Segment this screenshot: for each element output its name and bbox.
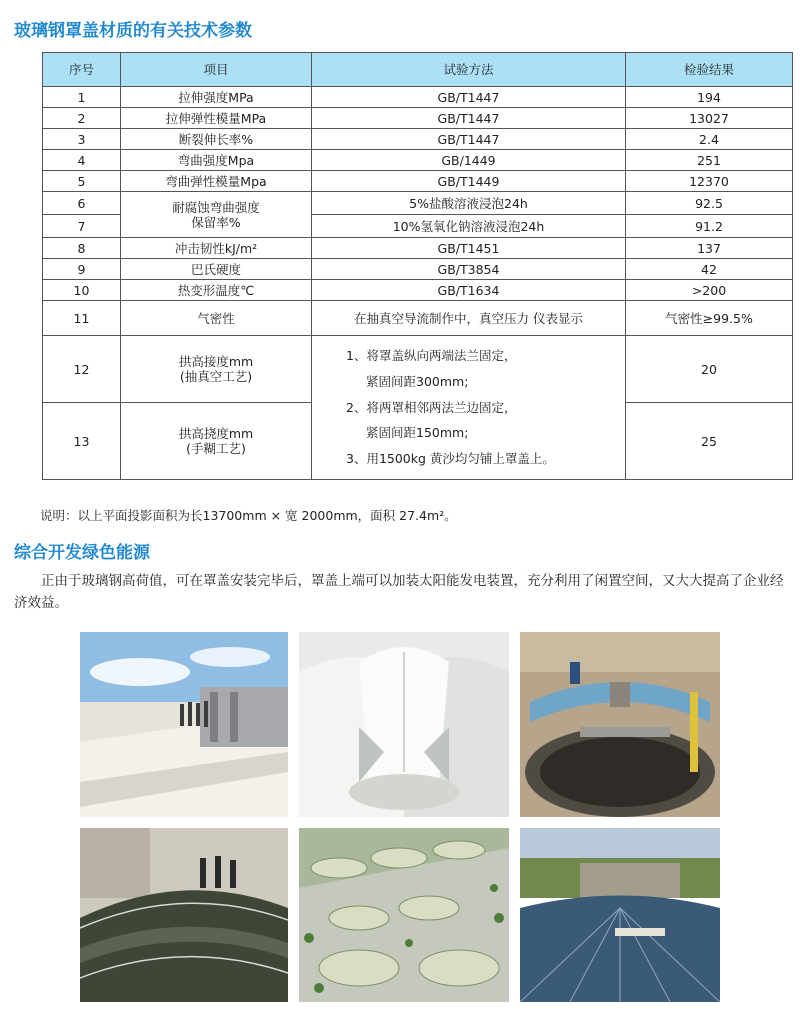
cell-no: 13 bbox=[43, 403, 121, 480]
cell-method: 10%氢氧化钠溶液浸泡24h bbox=[312, 215, 626, 238]
green-energy-paragraph: 正由于玻璃钢高荷值，可在罩盖安装完毕后，罩盖上端可以加装太阳能发电装置，充分利用了闲置空间，又大大提高了企业经济效益。 bbox=[14, 573, 784, 611]
cell-result: 194 bbox=[626, 87, 793, 108]
cell-no: 4 bbox=[43, 150, 121, 171]
table-row bbox=[43, 129, 793, 150]
cell-no: 9 bbox=[43, 259, 121, 280]
table-row bbox=[43, 192, 793, 215]
tech-params-table bbox=[42, 52, 793, 480]
cell-result: 12370 bbox=[626, 171, 793, 192]
cell-item-line: (抽真空工艺) bbox=[179, 369, 253, 384]
cell-method: GB/T3854 bbox=[312, 259, 626, 280]
table-row bbox=[43, 336, 793, 403]
plant-rendering-photo bbox=[299, 828, 509, 1002]
cell-method-merged bbox=[312, 336, 626, 480]
cell-no: 5 bbox=[43, 171, 121, 192]
table-row bbox=[43, 87, 793, 108]
cell-result: 91.2 bbox=[626, 215, 793, 238]
dome-cover-photo bbox=[520, 828, 720, 1002]
cell-item-line: 耐腐蚀弯曲强度 bbox=[172, 199, 260, 215]
cell-method: GB/T1634 bbox=[312, 280, 626, 301]
table-row bbox=[43, 280, 793, 301]
section-title-tech-params: 玻璃钢罩盖材质的有关技术参数 bbox=[14, 21, 252, 41]
header-result: 检验结果 bbox=[626, 53, 793, 87]
cell-item: 断裂伸长率% bbox=[121, 129, 312, 150]
cell-item-line: 保留率% bbox=[191, 214, 241, 230]
cell-result: 42 bbox=[626, 259, 793, 280]
table-row bbox=[43, 259, 793, 280]
table-row bbox=[43, 171, 793, 192]
cell-no: 8 bbox=[43, 238, 121, 259]
cell-item: 巴氏硬度 bbox=[121, 259, 312, 280]
cell-item: 拉伸强度MPa bbox=[121, 87, 312, 108]
cell-method: GB/T1447 bbox=[312, 108, 626, 129]
header-no: 序号 bbox=[43, 53, 121, 87]
cell-item: 弯曲强度Mpa bbox=[121, 150, 312, 171]
cell-result: 251 bbox=[626, 150, 793, 171]
cell-item: 热变形温度℃ bbox=[121, 280, 312, 301]
cell-no: 12 bbox=[43, 336, 121, 403]
header-method: 试验方法 bbox=[312, 53, 626, 87]
cell-no: 11 bbox=[43, 301, 121, 336]
walkway-cover-photo bbox=[80, 632, 288, 817]
table-header-row bbox=[43, 53, 793, 87]
cell-result: 137 bbox=[626, 238, 793, 259]
cell-method: GB/T1447 bbox=[312, 129, 626, 150]
photo-grid bbox=[80, 632, 720, 1002]
cell-item: 气密性 bbox=[121, 301, 312, 336]
header-item: 项目 bbox=[121, 53, 312, 87]
cell-method: GB/T1451 bbox=[312, 238, 626, 259]
cell-result: 25 bbox=[626, 403, 793, 480]
cell-item-merged bbox=[121, 192, 312, 238]
cell-no: 6 bbox=[43, 192, 121, 215]
cell-result: >200 bbox=[626, 280, 793, 301]
white-arch-covers-photo bbox=[299, 632, 509, 817]
cell-item: 拉伸弹性模量MPa bbox=[121, 108, 312, 129]
cell-item-two-line bbox=[121, 336, 312, 403]
cell-method: GB/T1449 bbox=[312, 171, 626, 192]
cell-result: 92.5 bbox=[626, 192, 793, 215]
cell-result: 2.4 bbox=[626, 129, 793, 150]
cell-method: 在抽真空导流制作中，真空压力 仪表显示 bbox=[312, 301, 626, 336]
tank-installation-photo bbox=[520, 632, 720, 817]
cell-method: GB/1449 bbox=[312, 150, 626, 171]
cell-item-line: (手糊工艺) bbox=[186, 441, 246, 456]
method-line: 2、将两罩相邻两法兰边固定， bbox=[346, 399, 517, 415]
dark-covers-photo bbox=[80, 828, 288, 1002]
method-line: 紧固间距150mm; bbox=[366, 425, 469, 441]
cell-no: 1 bbox=[43, 87, 121, 108]
cell-no: 10 bbox=[43, 280, 121, 301]
method-line: 1、将罩盖纵向两端法兰固定， bbox=[346, 348, 517, 364]
method-line: 紧固间距300mm; bbox=[366, 374, 469, 390]
cell-no: 2 bbox=[43, 108, 121, 129]
cell-method: GB/T1447 bbox=[312, 87, 626, 108]
cell-result: 20 bbox=[626, 336, 793, 403]
cell-method: 5%盐酸溶液浸泡24h bbox=[312, 192, 626, 215]
table-note: 说明：以上平面投影面积为长13700mm × 宽 2000mm，面积 27.4m²。 bbox=[40, 508, 457, 523]
cell-result: 13027 bbox=[626, 108, 793, 129]
cell-no: 3 bbox=[43, 129, 121, 150]
table-row bbox=[43, 301, 793, 336]
cell-item: 冲击韧性kJ/m² bbox=[121, 238, 312, 259]
cell-item-line: 拱高挠度mm bbox=[178, 426, 254, 441]
cell-item: 弯曲弹性模量Mpa bbox=[121, 171, 312, 192]
method-line: 3、用1500kg 黄沙均匀铺上罩盖上。 bbox=[346, 450, 555, 466]
cell-item-line: 拱高接度mm bbox=[178, 354, 254, 369]
cell-no: 7 bbox=[43, 215, 121, 238]
cell-item-two-line bbox=[121, 403, 312, 480]
table-row bbox=[43, 238, 793, 259]
cell-result: 气密性≥99.5% bbox=[626, 301, 793, 336]
table-row bbox=[43, 150, 793, 171]
section-title-green-energy: 综合开发绿色能源 bbox=[14, 543, 150, 563]
table-row bbox=[43, 108, 793, 129]
